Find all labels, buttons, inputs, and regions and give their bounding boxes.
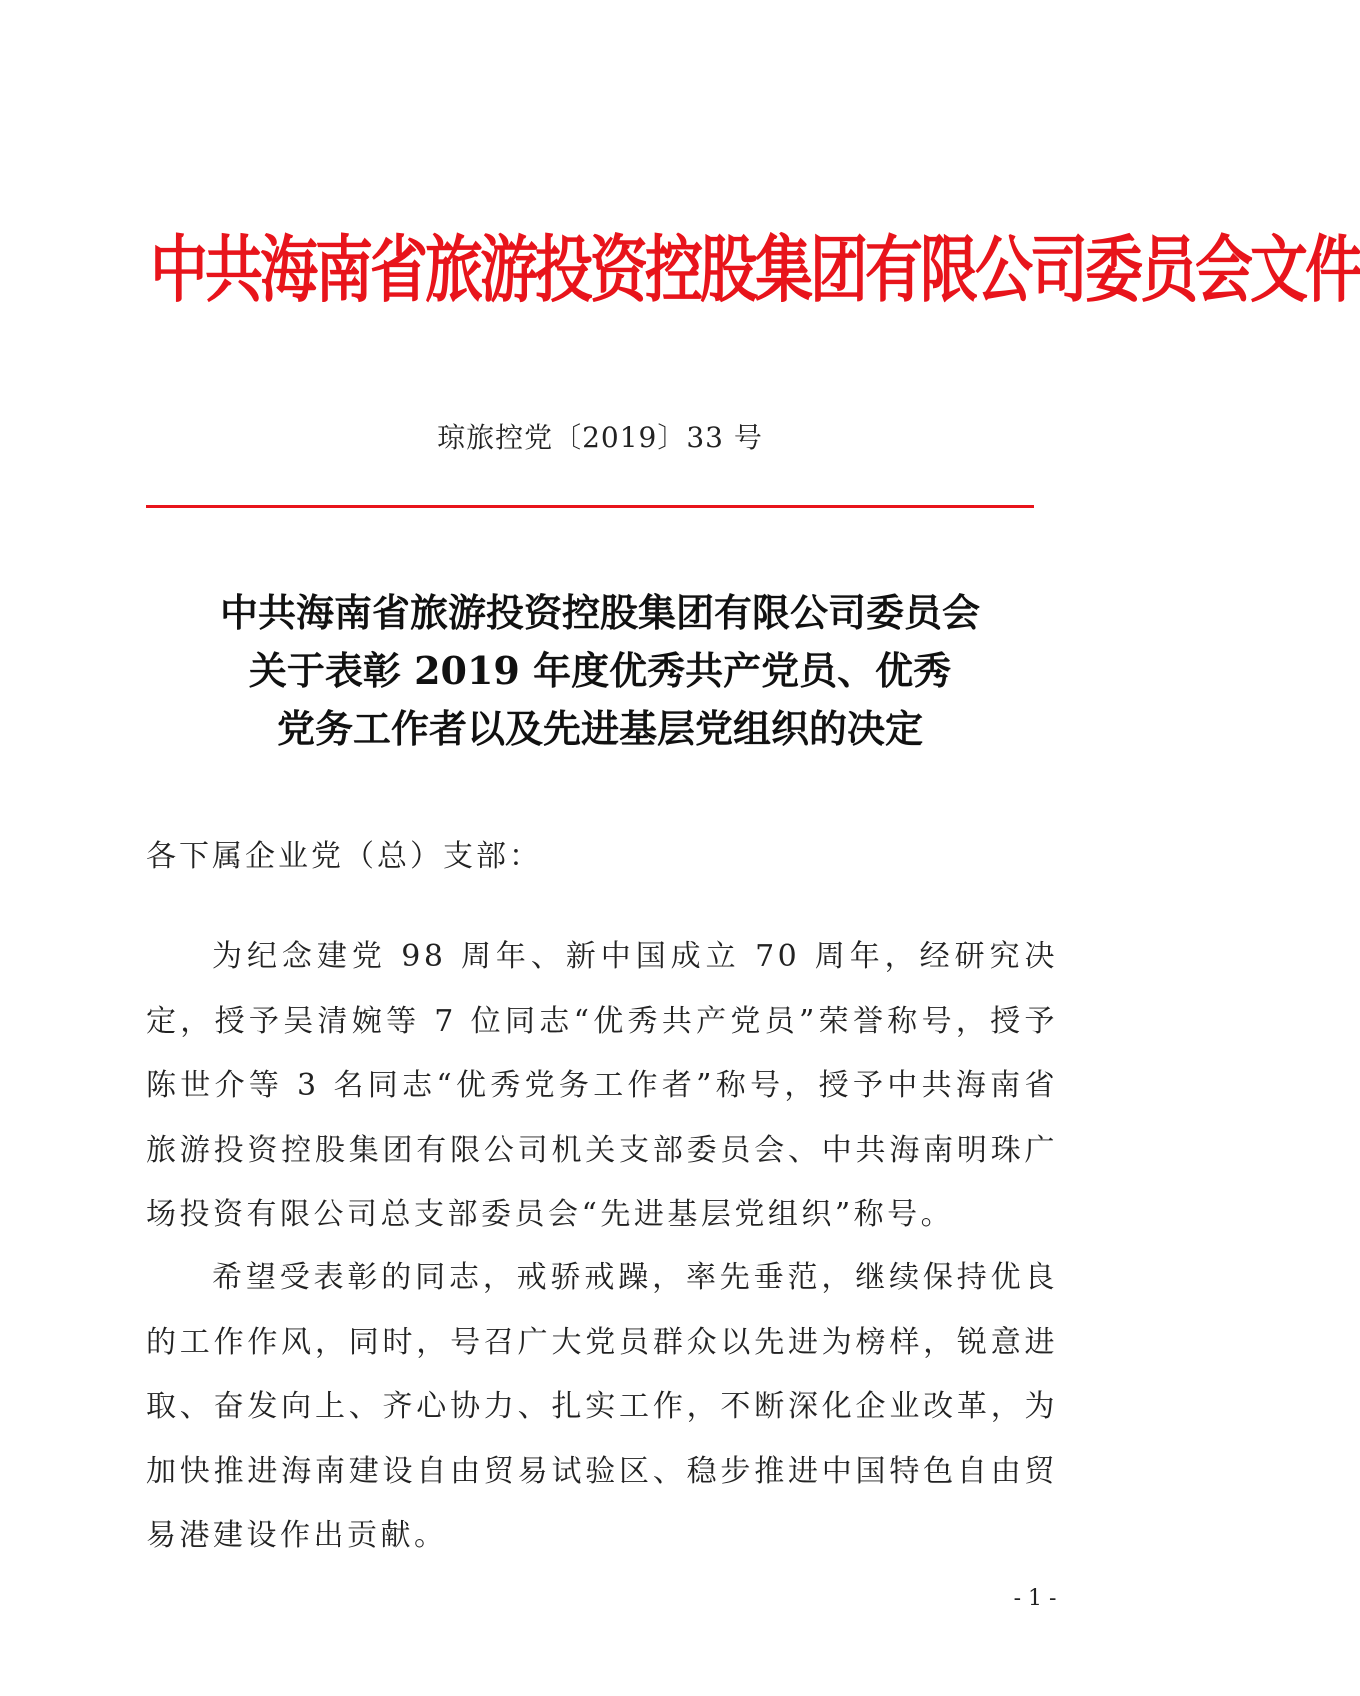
document-number: 琼旅控党〔2019〕33 号 <box>437 421 763 454</box>
document-title <box>120 584 1080 758</box>
title-line-3: 党务工作者以及先进基层党组织的决定 <box>276 706 923 751</box>
header-divider <box>146 505 1034 508</box>
body-paragraph-2: 希望受表彰的同志，戒骄戒躁，率先垂范，继续保持优良的工作作风，同时，号召广大党员群众以先进为榜样，锐意进取、奋发向上、齐心协力、扎实工作，不断深化企业改革，为加快推进海南建设自由贸易试验区、稳步推进中国特色自由贸易港建设作出贡献。 <box>146 1260 1058 1553</box>
document-header-title: 中共海南省旅游投资控股集团有限公司委员会文件 <box>150 227 1360 313</box>
title-line-2: 关于表彰 2019 年度优秀共产党员、优秀 <box>248 648 952 693</box>
salutation: 各下属企业党（总）支部： <box>146 839 542 874</box>
page-number: - 1 - <box>1013 1586 1057 1611</box>
body-paragraph-1: 为纪念建党 98 周年、新中国成立 70 周年，经研究决定，授予吴清婉等 7 位同志“优秀共产党员”荣誉称号，授予陈世介等 3 名同志“优秀党务工作者”称号，授予中共海南省旅游投资控股集团有限公司机关支部委员会、中共海南明珠广场投资有限公司总支部委员会“先进基层党组织”称号。 <box>146 939 1058 1232</box>
title-line-1: 中共海南省旅游投资控股集团有限公司委员会 <box>219 590 980 635</box>
